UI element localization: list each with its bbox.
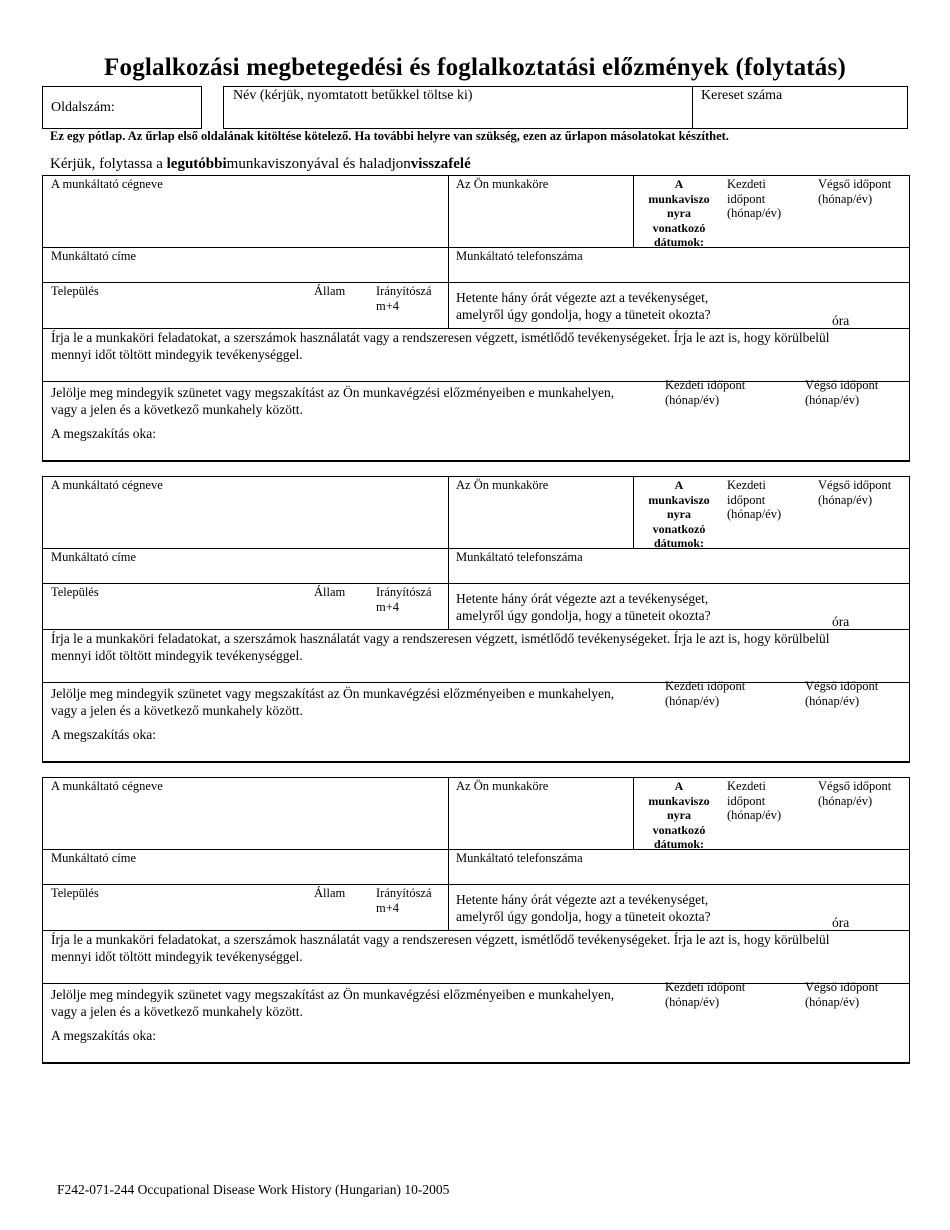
page-number-label: Oldalszám: xyxy=(51,100,115,115)
employer-name-input[interactable] xyxy=(43,794,447,848)
employer-phone-label: Munkáltató telefonszáma xyxy=(456,851,583,865)
supplement-note: Ez egy pótlap. Az űrlap első oldalának kitöltése kötelező. Ha további helyre van szükség, ezen az űrlapon másolatokat készíthet. xyxy=(50,129,729,143)
name-label: Név (kérjük, nyomtatott betűkkel töltse ki) xyxy=(233,88,473,103)
start-date-input[interactable] xyxy=(727,222,812,246)
employer-block-3 xyxy=(42,777,910,1064)
break-start-label: Kezdeti időpont (hónap/év) xyxy=(665,378,746,407)
start-date-label: Kezdeti időpont (hónap/év) xyxy=(727,478,782,521)
employer-address-input[interactable] xyxy=(43,565,447,582)
employer-name-label: A munkáltató cégneve xyxy=(51,478,163,492)
zip-label: Irányítószá m+4 xyxy=(376,284,432,313)
hours-question: Hetente hány órát végezte azt a tevékenységet, amelyről úgy gondolja, hogy a tüneteit okozta? xyxy=(456,591,711,623)
state-label: Állam xyxy=(314,585,346,599)
job-title-label: Az Ön munkaköre xyxy=(456,779,549,793)
employer-phone-label: Munkáltató telefonszáma xyxy=(456,249,583,263)
hours-unit: óra xyxy=(832,313,850,328)
hours-question: Hetente hány órát végezte azt a tevékenységet, amelyről úgy gondolja, hogy a tüneteit okozta? xyxy=(456,892,711,924)
break-reason-input[interactable] xyxy=(183,424,903,458)
break-reason-label: A megszakítás oka: xyxy=(51,727,156,742)
city-state-zip-input[interactable] xyxy=(43,901,447,929)
employer-phone-input[interactable] xyxy=(449,866,908,883)
hours-per-week-input[interactable] xyxy=(743,286,827,326)
job-title-label: Az Ön munkaköre xyxy=(456,177,549,191)
start-date-input[interactable] xyxy=(727,824,812,848)
hours-unit: óra xyxy=(832,614,850,629)
employer-name-label: A munkáltató cégneve xyxy=(51,779,163,793)
break-instruction: Jelölje meg mindegyik szünetet vagy megszakítást az Ön munkavégzési előzményeiben e munkahelyen, vagy a jelen és a következő munkahely között. xyxy=(51,686,615,718)
employer-phone-input[interactable] xyxy=(449,264,908,281)
zip-label: Irányítószá m+4 xyxy=(376,585,432,614)
employer-address-label: Munkáltató címe xyxy=(51,249,137,263)
state-label: Állam xyxy=(314,886,346,900)
hours-per-week-input[interactable] xyxy=(743,587,827,627)
break-reason-input[interactable] xyxy=(183,725,903,759)
claim-number-field[interactable] xyxy=(692,86,908,129)
end-date-label: Végső időpont (hónap/év) xyxy=(818,478,892,507)
state-label: Állam xyxy=(314,284,346,298)
employer-name-input[interactable] xyxy=(43,493,447,547)
city-label: Település xyxy=(51,585,99,599)
hours-unit: óra xyxy=(832,915,850,930)
duties-instruction: Írja le a munkaköri feladatokat, a szerszámok használatát vagy a rendszeresen végzett, ismétlődő tevékenységeket. Írja le azt is, hogy körülbelül mennyi időt töltött mindegyik tevékenységgel. xyxy=(51,631,830,663)
break-end-label: Végső időpont (hónap/év) xyxy=(805,980,879,1009)
form-title: Foglalkozási megbetegedési és foglalkoztatási előzmények (folytatás) xyxy=(104,54,846,81)
end-date-label: Végső időpont (hónap/év) xyxy=(818,779,892,808)
break-reason-input[interactable] xyxy=(183,1026,903,1060)
end-date-input[interactable] xyxy=(818,523,908,547)
job-title-input[interactable] xyxy=(449,493,632,547)
zip-label: Irányítószá m+4 xyxy=(376,886,432,915)
employment-dates-label: A munkaviszo nyra vonatkozó dátumok: xyxy=(648,779,710,851)
employment-dates-label: A munkaviszo nyra vonatkozó dátumok: xyxy=(648,177,710,249)
start-date-input[interactable] xyxy=(727,523,812,547)
duties-input[interactable] xyxy=(43,966,909,982)
break-reason-label: A megszakítás oka: xyxy=(51,1028,156,1043)
employer-block-1 xyxy=(42,175,910,462)
instruction-line: Kérjük, folytassa a legutóbbimunkaviszonyával és haladjonvisszafelé xyxy=(50,156,471,172)
duties-instruction: Írja le a munkaköri feladatokat, a szerszámok használatát vagy a rendszeresen végzett, ismétlődő tevékenységeket. Írja le azt is, hogy körülbelül mennyi időt töltött mindegyik tevékenységgel. xyxy=(51,330,830,362)
claim-number-label: Kereset száma xyxy=(701,88,783,103)
break-instruction: Jelölje meg mindegyik szünetet vagy megszakítást az Ön munkavégzési előzményeiben e munkahelyen, vagy a jelen és a következő munkahely között. xyxy=(51,987,615,1019)
end-date-label: Végső időpont (hónap/év) xyxy=(818,177,892,206)
page-number-field[interactable] xyxy=(42,86,202,129)
employer-name-label: A munkáltató cégneve xyxy=(51,177,163,191)
job-title-input[interactable] xyxy=(449,794,632,848)
city-state-zip-input[interactable] xyxy=(43,299,447,327)
hours-question: Hetente hány órát végezte azt a tevékenységet, amelyről úgy gondolja, hogy a tüneteit okozta? xyxy=(456,290,711,322)
name-field[interactable] xyxy=(223,86,693,129)
employer-address-input[interactable] xyxy=(43,866,447,883)
start-date-label: Kezdeti időpont (hónap/év) xyxy=(727,177,782,220)
employer-address-label: Munkáltató címe xyxy=(51,550,137,564)
job-title-label: Az Ön munkaköre xyxy=(456,478,549,492)
duties-input[interactable] xyxy=(43,364,909,380)
end-date-input[interactable] xyxy=(818,222,908,246)
break-instruction: Jelölje meg mindegyik szünetet vagy megszakítást az Ön munkavégzési előzményeiben e munkahelyen, vagy a jelen és a következő munkahely között. xyxy=(51,385,615,417)
employer-phone-input[interactable] xyxy=(449,565,908,582)
duties-instruction: Írja le a munkaköri feladatokat, a szerszámok használatát vagy a rendszeresen végzett, ismétlődő tevékenységeket. Írja le azt is, hogy körülbelül mennyi időt töltött mindegyik tevékenységgel. xyxy=(51,932,830,964)
end-date-input[interactable] xyxy=(818,824,908,848)
employer-address-input[interactable] xyxy=(43,264,447,281)
employer-phone-label: Munkáltató telefonszáma xyxy=(456,550,583,564)
break-reason-label: A megszakítás oka: xyxy=(51,426,156,441)
break-start-label: Kezdeti időpont (hónap/év) xyxy=(665,980,746,1009)
employer-address-label: Munkáltató címe xyxy=(51,851,137,865)
start-date-label: Kezdeti időpont (hónap/év) xyxy=(727,779,782,822)
hours-per-week-input[interactable] xyxy=(743,888,827,928)
employer-name-input[interactable] xyxy=(43,192,447,246)
duties-input[interactable] xyxy=(43,665,909,681)
break-start-label: Kezdeti időpont (hónap/év) xyxy=(665,679,746,708)
city-label: Település xyxy=(51,284,99,298)
break-end-label: Végső időpont (hónap/év) xyxy=(805,679,879,708)
break-end-label: Végső időpont (hónap/év) xyxy=(805,378,879,407)
job-title-input[interactable] xyxy=(449,192,632,246)
employment-dates-label: A munkaviszo nyra vonatkozó dátumok: xyxy=(648,478,710,550)
form-footer: F242-071-244 Occupational Disease Work History (Hungarian) 10-2005 xyxy=(57,1182,450,1197)
city-state-zip-input[interactable] xyxy=(43,600,447,628)
employer-block-2 xyxy=(42,476,910,763)
city-label: Település xyxy=(51,886,99,900)
